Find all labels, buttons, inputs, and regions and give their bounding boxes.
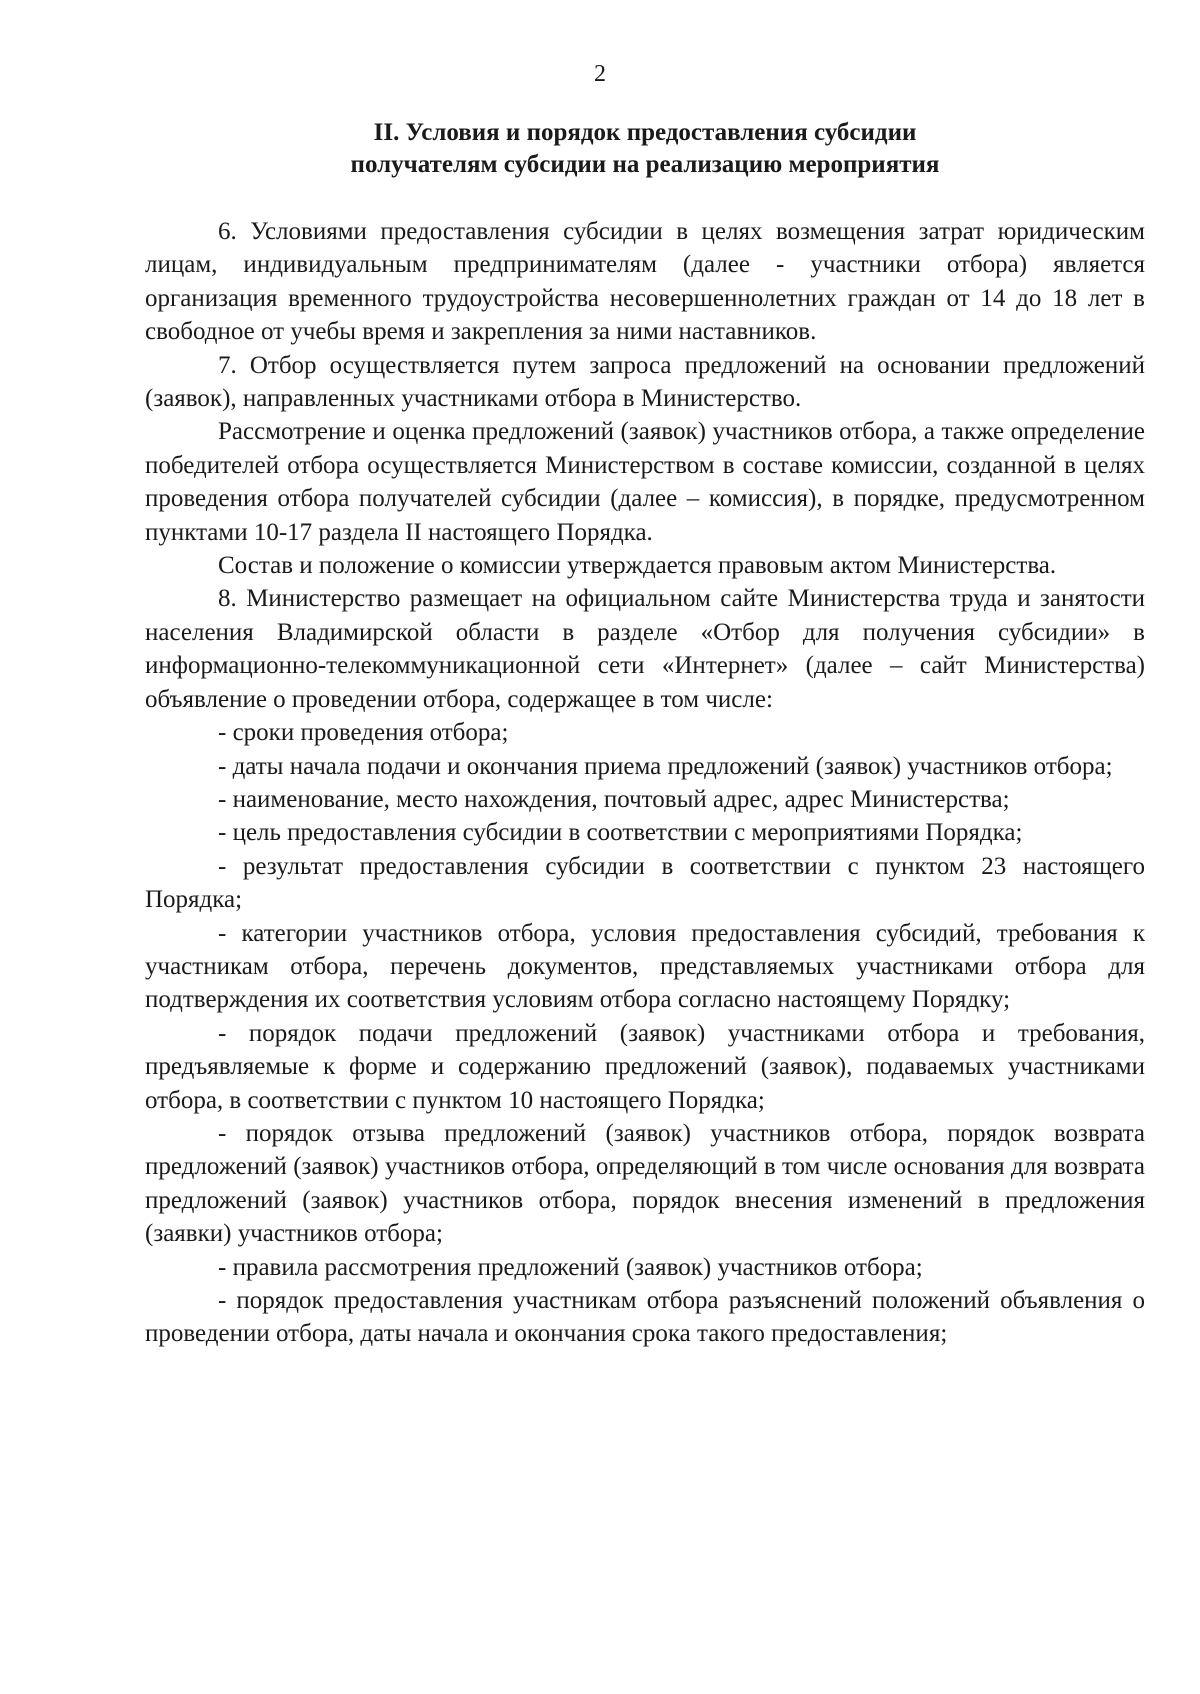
section-heading xyxy=(145,117,1145,181)
list-item: - наименование, место нахождения, почтовый адрес, адрес Министерства; xyxy=(218,785,1010,813)
section-heading-line-2: получателям субсидии на реализацию мероприятия xyxy=(350,151,940,178)
list-item: - результат предоставления субсидии в соответствии с пунктом 23 настоящего Порядка; xyxy=(145,852,1145,914)
paragraph-8: 8. Министерство размещает на официальном сайте Министерства труда и занятости населения Владимирской области в разделе «Отбор для получения субсидии» в информационно-телекоммуникационной сети «Интернет» (далее – сайт Министерства) объявление о проведении отбора, содержащее в том числе: xyxy=(145,585,1145,713)
paragraph-commission-review: Рассмотрение и оценка предложений (заявок) участников отбора, а также определение победителей отбора осуществляется Министерством в составе комиссии, созданной в целях проведения отбора получателей субсидии (далее – комиссия), в порядке, предусмотренном пунктами 10-17 раздела II настоящего Порядка. xyxy=(145,418,1145,546)
page-number: 2 xyxy=(594,61,606,87)
list-item: - правила рассмотрения предложений (заявок) участников отбора; xyxy=(218,1253,923,1281)
paragraph-commission-composition: Состав и положение о комиссии утверждается правовым актом Министерства. xyxy=(218,552,1057,580)
list-item: - порядок подачи предложений (заявок) участниками отбора и требования, предъявляемые к форме и содержанию предложений (заявок), подаваемых участниками отбора, в соответствии с пунктом 10 настоящего Порядка; xyxy=(145,1019,1145,1114)
list-item: - даты начала подачи и окончания приема предложений (заявок) участников отбора; xyxy=(218,752,1113,780)
section-heading-line-1: II. Условия и порядок предоставления субсидии xyxy=(373,119,917,146)
list-item: - порядок отзыва предложений (заявок) участников отбора, порядок возврата предложений (заявок) участников отбора, определяющий в том числе основания для возврата предложений (заявок) участников отбора, порядок внесения изменений в предложения (заявки) участников отбора; xyxy=(145,1119,1145,1248)
list-item: - категории участников отбора, условия предоставления субсидий, требования к участникам отбора, перечень документов, представляемых участниками отбора для подтверждения их соответствия условиям отбора согласно настоящему Порядку; xyxy=(145,919,1145,1014)
document-body xyxy=(145,215,1145,1351)
list-item: - цель предоставления субсидии в соответствии с мероприятиями Порядка; xyxy=(218,819,1023,847)
paragraph-7: 7. Отбор осуществляется путем запроса предложений на основании предложений (заявок), направленных участниками отбора в Министерство. xyxy=(145,351,1145,413)
list-item: - порядок предоставления участникам отбора разъяснений положений объявления о проведении отбора, даты начала и окончания срока такого предоставления; xyxy=(145,1287,1145,1348)
list-item: - сроки проведения отбора; xyxy=(218,719,509,747)
paragraph-6: 6. Условиями предоставления субсидии в целях возмещения затрат юридическим лицам, индивидуальным предпринимателям (далее - участники отбора) является организация временного трудоустройства несовершеннолетних граждан от 14 до 18 лет в свободное от учебы время и закрепления за ними наставников. xyxy=(145,218,1145,346)
